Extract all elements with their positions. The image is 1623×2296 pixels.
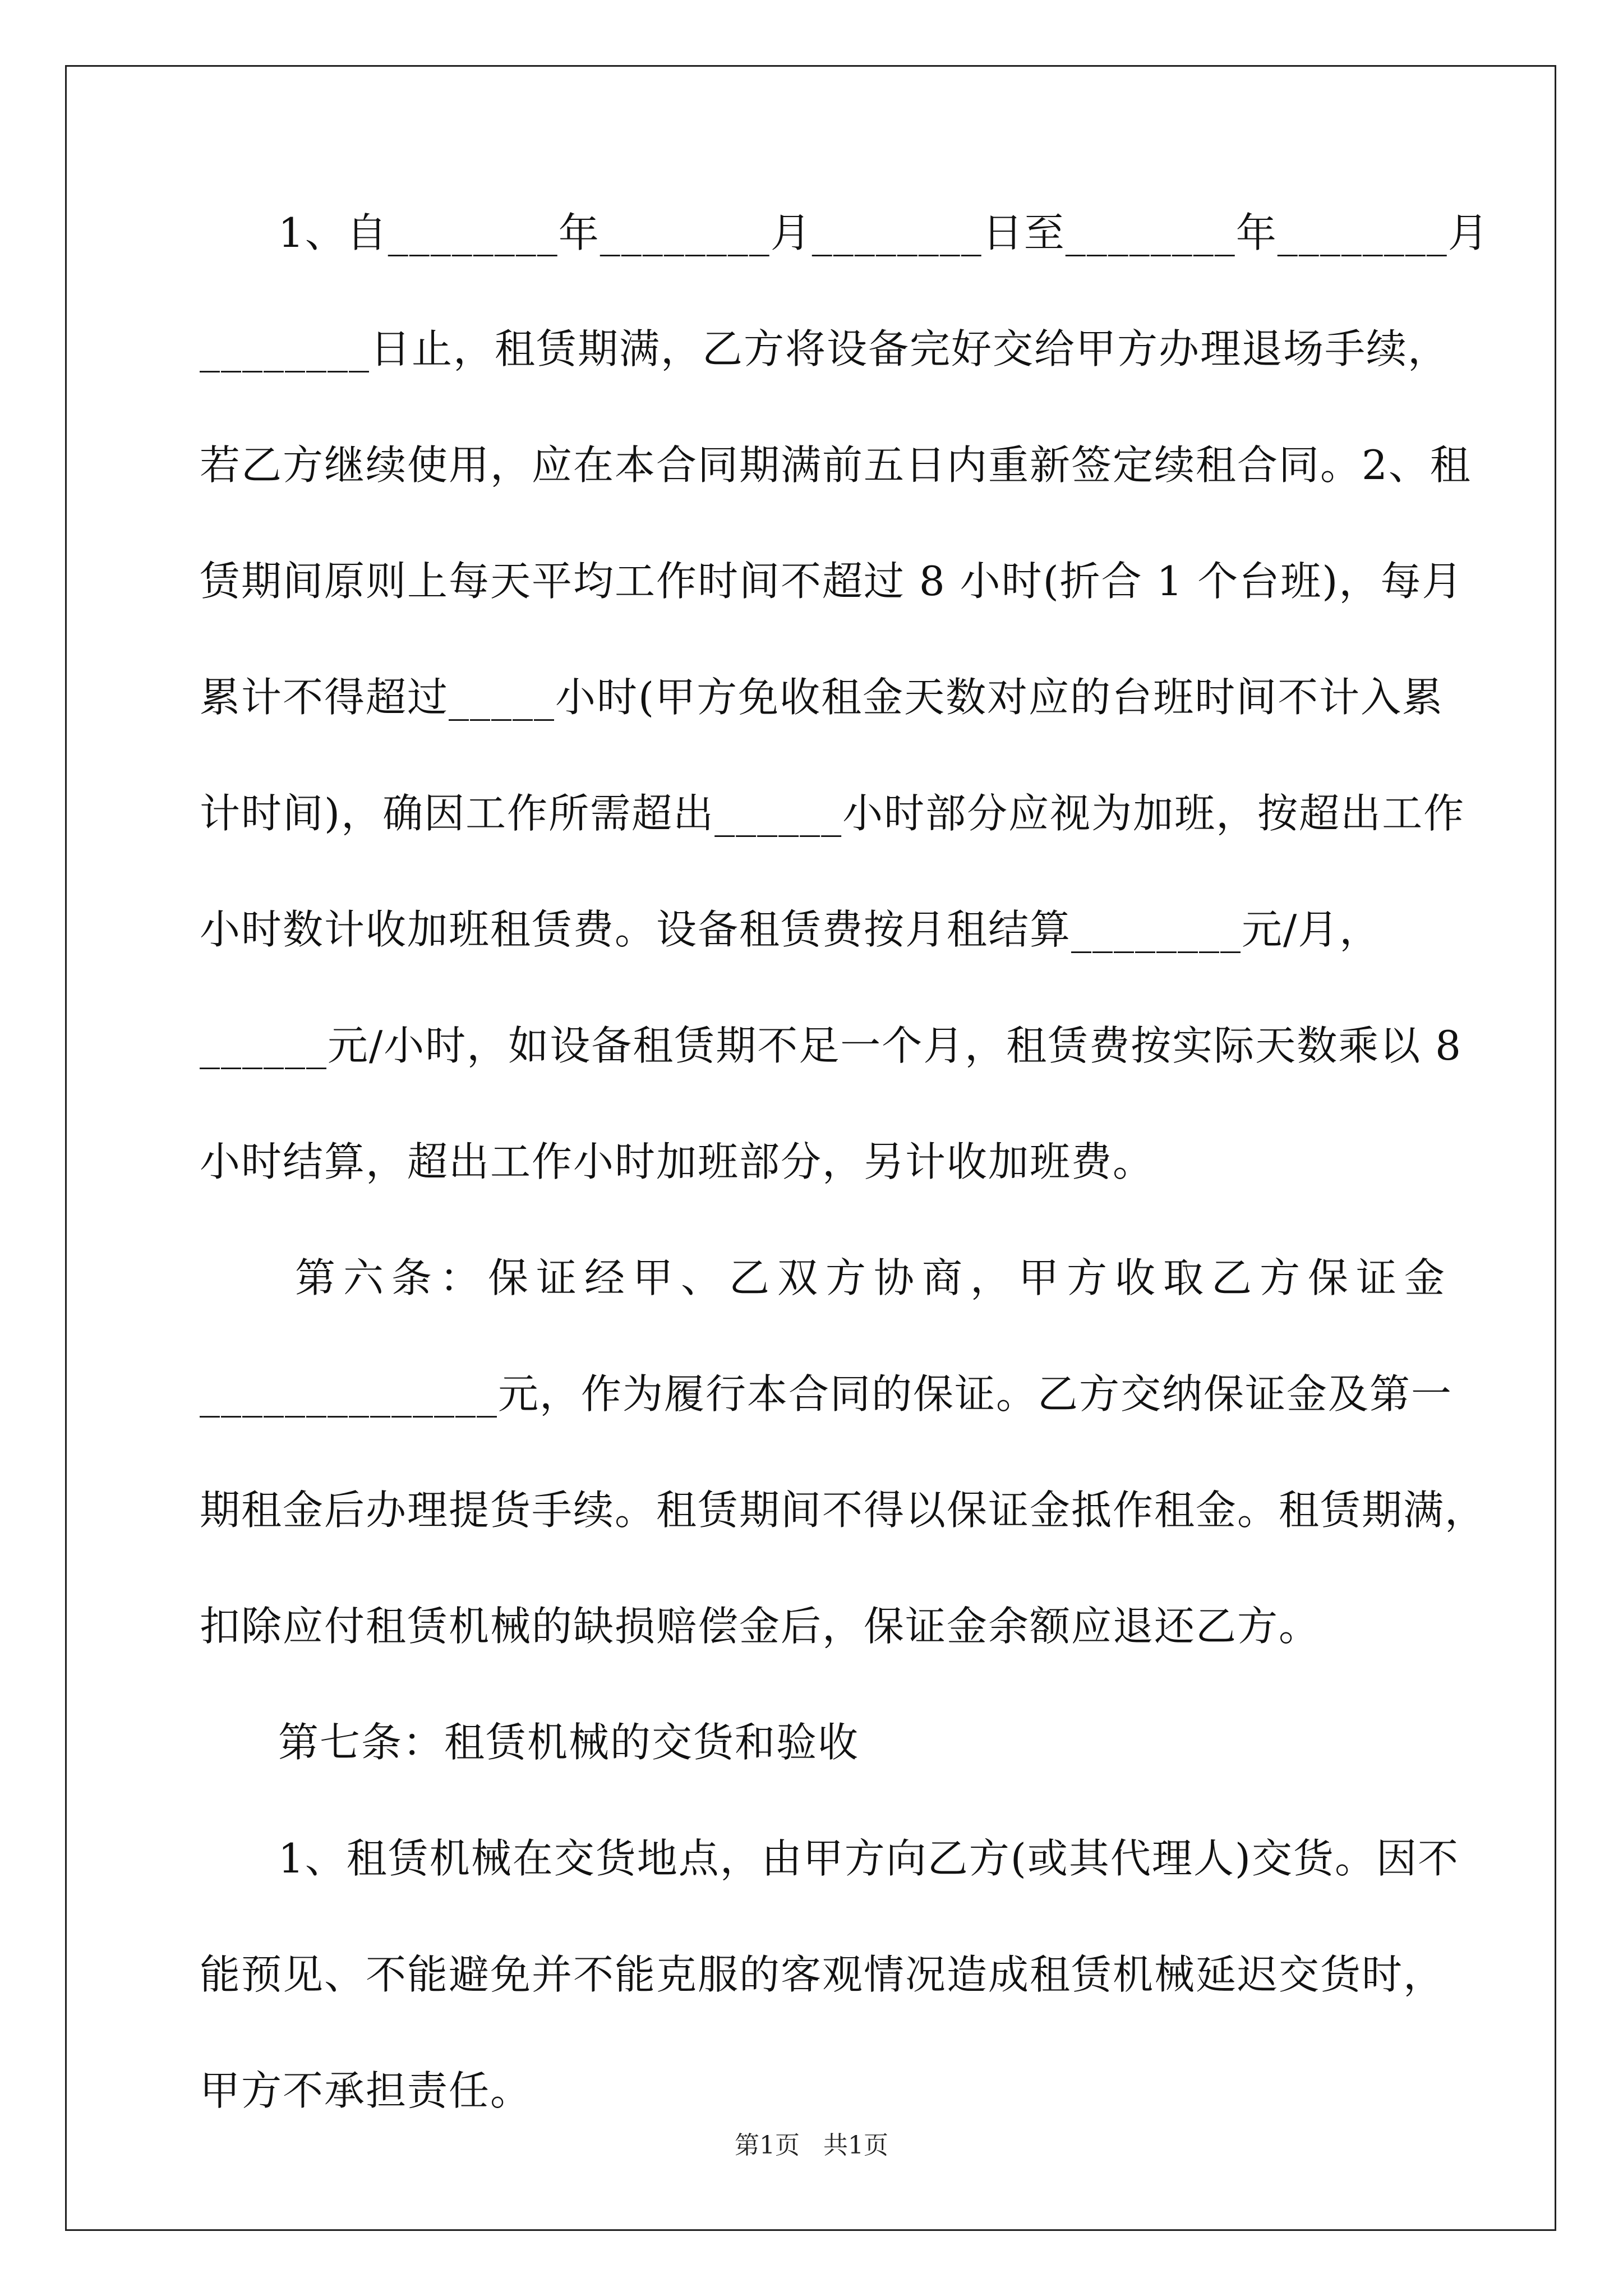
page-footer: 第1页 共1页 [735, 2131, 888, 2160]
text-line: 能预见、不能避免并不能克服的客观情况造成租赁机械延迟交货时， [200, 1951, 1445, 1998]
text-line: 计时间)，确因工作所需超出______小时部分应视为加班，按超出工作 [200, 790, 1465, 837]
text-line: 扣除应付租赁机械的缺损赔偿金后，保证金余额应退还乙方。 [200, 1603, 1321, 1650]
article-6-heading: 第六条：保证经甲、乙双方协商，甲方收取乙方保证金 [295, 1254, 1453, 1301]
text-line: 若乙方继续使用，应在本合同期满前五日内重新签定续租合同。2、租 [200, 441, 1472, 489]
text-line: 赁期间原则上每天平均工作时间不超过 8 小时(折合 1 个台班)，每月 [200, 558, 1464, 605]
text-line: 期租金后办理提货手续。租赁期间不得以保证金抵作租金。租赁期满， [200, 1487, 1487, 1534]
text-line: 甲方不承担责任。 [200, 2067, 532, 2114]
text-line: ______元/小时，如设备租赁期不足一个月，租赁费按实际天数乘以 8 [200, 1022, 1462, 1069]
text-line: 1、自________年________月________日至________年________月 [278, 209, 1490, 256]
text-line: ______________元，作为履行本合同的保证。乙方交纳保证金及第一 [200, 1370, 1453, 1418]
text-line: 小时结算，超出工作小时加班部分，另计收加班费。 [200, 1138, 1155, 1185]
article-7-heading: 第七条：租赁机械的交货和验收 [278, 1719, 860, 1766]
text-line: 1、租赁机械在交货地点，由甲方向乙方(或其代理人)交货。因不 [278, 1835, 1459, 1882]
text-line: 小时数计收加班租赁费。设备租赁费按月租结算________元/月， [200, 906, 1381, 953]
text-line: 累计不得超过_____小时(甲方免收租金天数对应的台班时间不计入累 [200, 674, 1444, 721]
text-line: ________日止，租赁期满，乙方将设备完好交给甲方办理退场手续， [200, 325, 1450, 372]
